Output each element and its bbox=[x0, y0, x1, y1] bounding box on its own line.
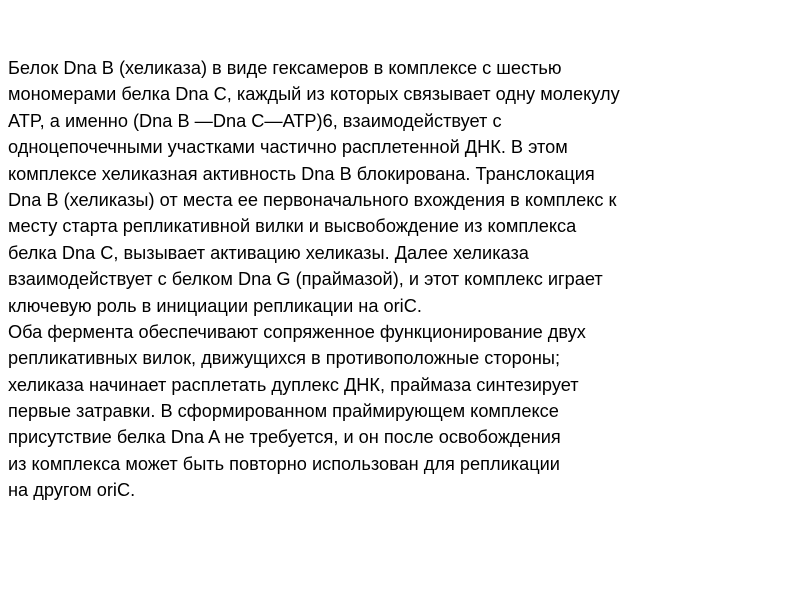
text-line: из комплекса может быть повторно использован для репликации bbox=[8, 453, 560, 474]
text-line: одноцепочечными участками частично расплетенной ДНК. В этом bbox=[8, 137, 568, 158]
slide-body-text bbox=[8, 55, 794, 504]
text-line: на другом oriC. bbox=[8, 480, 136, 501]
text-line: ключевую роль в инициации репликации на oriC. bbox=[8, 295, 422, 316]
text-line: ATP, а именно (Dna B —Dna C—АТР)6, взаимодействует с bbox=[8, 110, 502, 131]
text-line: месту старта репликативной вилки и высвобождение из комплекса bbox=[8, 216, 577, 237]
text-line: Dna B (хеликазы) от места ее первоначального вхождения в комплекс к bbox=[8, 189, 617, 210]
text-line: комплексе хеликазная активность Dna B блокирована. Транслокация bbox=[8, 163, 595, 184]
text-line: белка Dna C, вызывает активацию хеликазы. Далее хеликаза bbox=[8, 242, 529, 263]
text-line: первые затравки. В сформированном праймирующем комплексе bbox=[8, 401, 559, 422]
text-line: Белок Dna B (хеликаза) в виде гексамеров в комплексе с шестью bbox=[8, 58, 562, 78]
text-line: Оба фермента обеспечивают сопряженное функционирование двух bbox=[8, 321, 586, 342]
text-line: хеликаза начинает расплетать дуплекс ДНК, праймаза синтезирует bbox=[8, 374, 579, 395]
text-line: присутствие белка Dna A не требуется, и он после освобождения bbox=[8, 427, 561, 448]
text-line: взаимодействует с белком Dna G (праймазой), и этот комплекс играет bbox=[8, 269, 603, 290]
text-line: мономерами белка Dna C, каждый из которых связывает одну молекулу bbox=[8, 84, 620, 105]
text-line: репликативных вилок, движущихся в противоположные стороны; bbox=[8, 348, 560, 369]
